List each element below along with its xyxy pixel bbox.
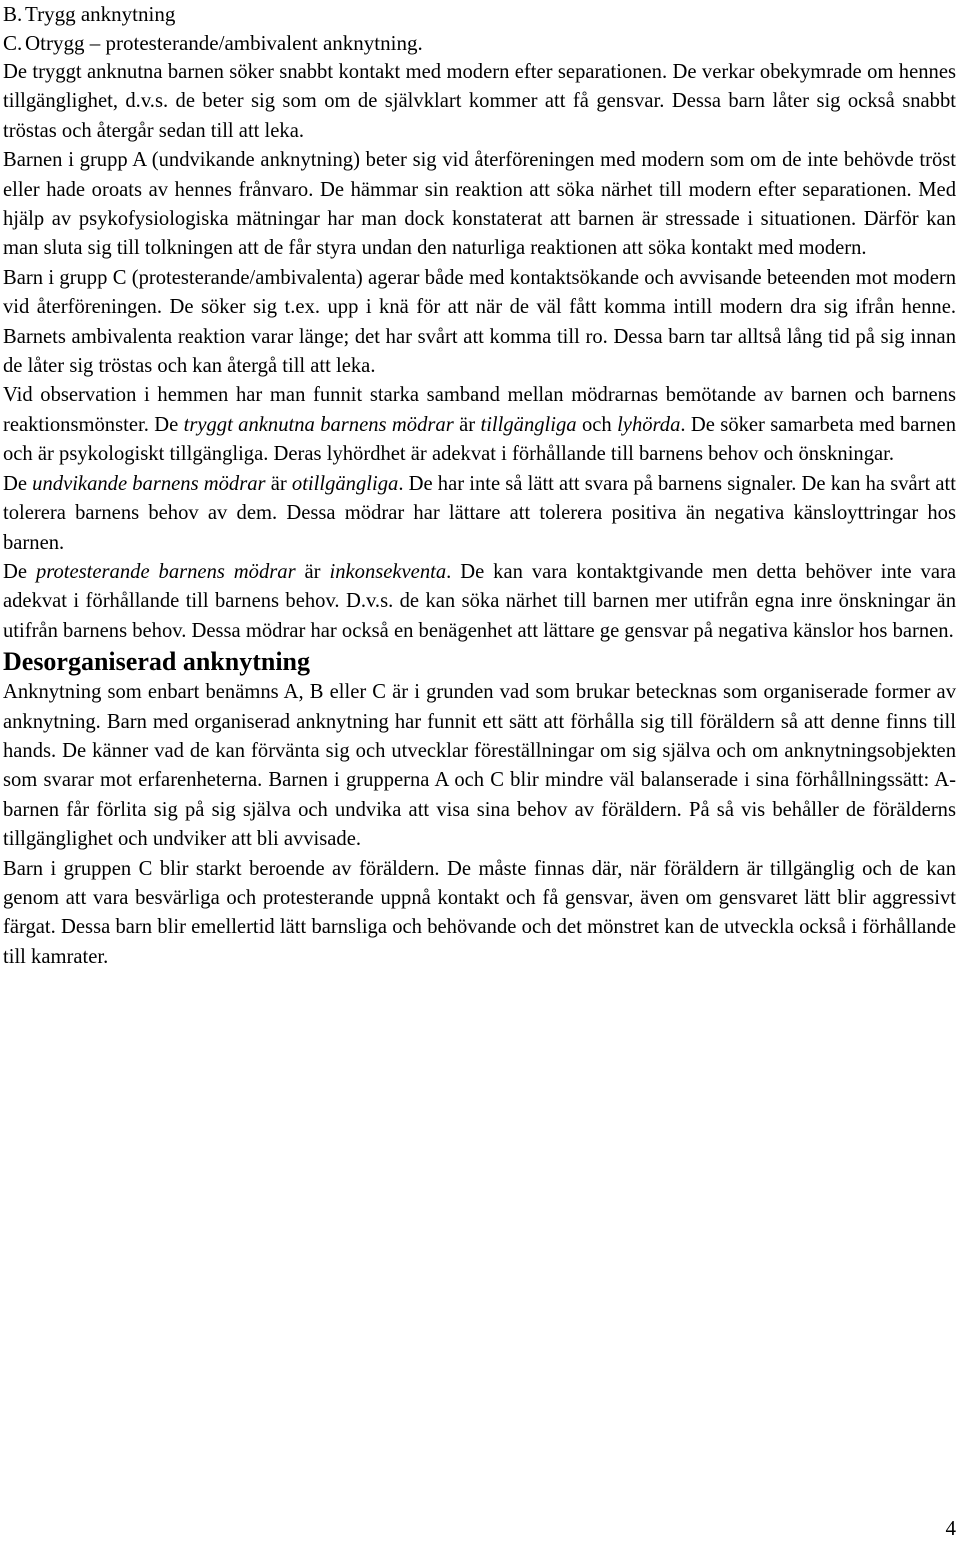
emphasis-text: lyhörda: [617, 413, 681, 436]
paragraph-group-a: Barnen i grupp A (undvikande anknytning) beter sig vid återföreningen med modern som om de inte behövde tröst eller hade oroats av hennes frånvaro. De hämmar sin reaktion att söka närhet till modern efter separationen. Med hjälp av psykofysiologiska mätningar har man dock konstaterat att barnen är stressade i situationen. Därför kan man sluta sig till tolkningen att de får styra undan den naturliga reaktionen att söka kontakt med modern.: [3, 149, 956, 260]
paragraph-group-c-dependence: Barn i gruppen C blir starkt beroende av föräldern. De måste finnas där, när föräldern är tillgänglig och de kan genom att vara besvärliga och protesterande uppnå kontakt och få gensvar, även om gensvaret lätt blir aggressivt färgat. Dessa barn blir emellertid lätt barnsliga och behövande och det mönstret kan de utveckla också i förhållande till kamrater.: [3, 857, 956, 968]
paragraph-secure: De tryggt anknutna barnen söker snabbt kontakt med modern efter separationen. De verkar obekymrade om hennes tillgänglighet, d.v.s. de beter sig som om de självklart kommer att få gensvar. Dessa barn låter sig också snabbt tröstas och återgår sedan till att leka.: [3, 61, 956, 142]
paragraph-organized-attachment: Anknytning som enbart benämns A, B eller C är i grunden vad som brukar betecknas som organiserade former av anknytning. Barn med organiserad anknytning har funnit ett sätt att förhålla sig till föräldern så att denne finns till hands. De känner vad de kan förvänta sig och utvecklar föreställningar om sig själva och om anknytningsobjekten som svarar mot erfarenheterna. Barnen i grupperna A och C blir mindre väl balanserade i sina förhållningssätt: A-barnen får förlita sig på sig själva och undvika att visa sina behov av föräldern. På så vis behåller de förälderns tillgänglighet och undviker att bli avvisade.: [3, 681, 956, 851]
list-item: [3, 0, 956, 29]
list-marker: B.: [3, 2, 23, 26]
text-run: De: [3, 560, 36, 583]
list-marker: C.: [3, 31, 23, 55]
page-number: 4: [945, 1516, 956, 1540]
paragraph-avoidant-mothers: [3, 470, 956, 558]
emphasis-text: inkonsekventa: [329, 560, 447, 583]
list-item-text: Otrygg – protesterande/ambivalent anknytning.: [25, 31, 423, 55]
attachment-type-list: [3, 0, 956, 58]
emphasis-text: otillgängliga: [291, 472, 399, 495]
text-run: De: [3, 472, 33, 495]
emphasis-text: tillgängliga: [480, 413, 577, 436]
paragraph-group-c: Barn i grupp C (protesterande/ambivalenta) agerar både med kontaktsökande och avvisande beteenden mot modern vid återföreningen. De söker sig t.ex. upp i knä för att när de väl fått komma intill modern dra sig ifrån henne. Barnets ambivalenta reaktion varar länge; det har svårt att komma till ro. Dessa barn tar alltså lång tid på sig innan de låter sig tröstas och kan återgå till att leka.: [3, 266, 956, 378]
text-run: och: [576, 413, 618, 436]
text-run: . De kan vara kontaktgivande men detta behöver inte vara adekvat i förhållande till barnens behov. D.v.s. de kan söka närhet till barnen mer utifrån egna inre önskningar än utifrån barnens behov. Dessa mödrar har också en benägenhet att lättare ge gensvar på negativa känslor hos barnen.: [3, 560, 956, 642]
emphasis-text: protesterande barnens mödrar: [35, 560, 296, 583]
text-run: är: [295, 560, 330, 583]
text-run: . De söker samarbeta med barnen och är psykologiskt tillgängliga. Deras lyhördhet är adekvat i förhållande till barnens behov och önskningar.: [3, 413, 956, 466]
text-run: Vid observation i hemmen har man funnit starka samband mellan mödrarnas bemötande av barnen och barnens reaktionsmönster. De: [3, 384, 956, 436]
text-run: . De har inte så lätt att svara på barnens signaler. De kan ha svårt att tolerera barnens behov av dem. Dessa mödrar har lättare att tolerera positiva än negativa känsloyttringar hos barnen.: [3, 472, 956, 554]
list-item: [3, 29, 956, 58]
paragraph-home-observation: [3, 381, 956, 469]
emphasis-text: undvikande barnens mödrar: [32, 472, 266, 495]
list-item-text: Trygg anknytning: [25, 2, 176, 26]
text-run: är: [453, 413, 481, 436]
emphasis-text: tryggt anknutna barnens mödrar: [183, 413, 454, 436]
section-heading: Desorganiserad anknytning: [3, 647, 310, 677]
text-run: är: [265, 472, 292, 495]
paragraph-protesting-mothers: [3, 558, 956, 646]
